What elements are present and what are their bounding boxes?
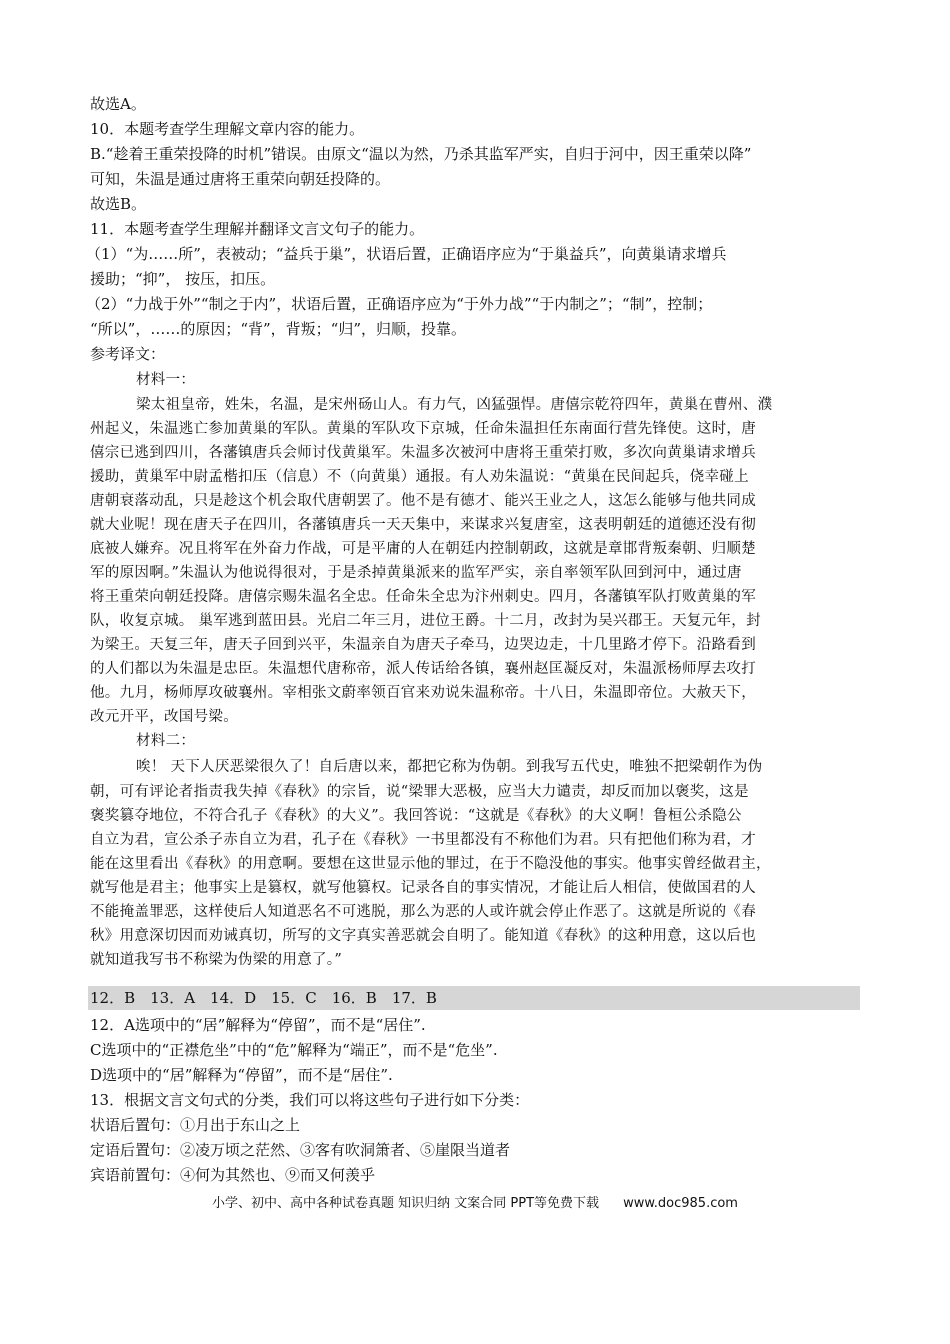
translation-line: 援助，黄巢军中尉孟楷扣压（信息）不（向黄巢）通报。有人劝朱温说：“黄巢在民间起兵，侥幸碰上: [90, 469, 749, 485]
translation-line: 自立为君，宣公杀子赤自立为君，孔子在《春秋》一书里都没有不称他们为君。只有把他们称为君，才: [90, 832, 756, 848]
text-line: B.“趁着王重荣投降的时机”错误。由原文“温以为然，乃杀其监军严实，自归于河中，因王重荣以降”: [90, 145, 752, 163]
text-line: 12．A选项中的“居”解释为“停留”，而不是“居住”.: [90, 1016, 426, 1034]
translation-line: 州起义，朱温逃亡参加黄巢的军队。黄巢的军队攻下京城，任命朱温担任东南面行营先锋使。这时，唐: [90, 421, 756, 437]
text-line: 参考译文：: [90, 345, 166, 363]
text-line: （2）“力战于外”“制之于内”，状语后置，正确语序应为“于外力战”“于内制之”；“制”，控制；: [86, 295, 713, 313]
translation-line: 军的原因啊。”朱温认为他说得很对，于是杀掉黄巢派来的监军严实，亲自率领军队回到河中，通过唐: [90, 565, 742, 581]
translation-line: 就写他是君主；他事实上是篡权，就写他篡权。记录各自的事实情况，才能让后人相信，使做国君的人: [90, 880, 756, 896]
text-line: 故选B。: [90, 195, 147, 213]
translation-line: 为梁王。天复三年，唐天子回到兴平，朱温亲自为唐天子牵马，边哭边走，十几里路才停下。沿路看到: [90, 637, 756, 653]
text-line: 状语后置句：①月出于东山之上: [90, 1116, 301, 1134]
text-line: 宾语前置句：④何为其然也、⑨而又何羡乎: [90, 1166, 376, 1184]
text-line: 11．本题考查学生理解并翻译文言文句子的能力。: [90, 220, 425, 238]
text-line: 援助；“抑”， 按压，扣压。: [90, 270, 276, 288]
section-label: 材料二：: [136, 733, 196, 749]
text-line: D选项中的“居”解释为“停留”，而不是“居住”.: [90, 1066, 393, 1084]
translation-line: 他。九月，杨师厚攻破襄州。宰相张文蔚率领百官来劝说朱温称帝。十八日，朱温即帝位。大赦天下，: [90, 685, 756, 701]
translation-line: 朝，可有评论者指责我失掉《春秋》的宗旨，说“梁罪大恶极，应当大力谴责，却反而加以褒奖，这是: [90, 784, 749, 800]
translation-line: 队，收复京城。 巢军逃到蓝田县。光启二年三月，进位王爵。十二月，改封为吴兴郡王。天复元年，封: [90, 613, 761, 629]
text-line: 故选A。: [90, 95, 146, 113]
translation-line: 唐朝衰落动乱，只是趁这个机会取代唐朝罢了。他不是有德才、能兴王业之人，这怎么能够与他共同成: [90, 493, 756, 509]
translation-line: 底被人嫌弃。况且将军在外奋力作战，可是平庸的人在朝廷内控制朝政，这就是章邯背叛秦朝、归顺楚: [90, 541, 756, 557]
translation-line: 能在这里看出《春秋》的用意啊。要想在这世显示他的罪过，在于不隐没他的事实。他事实曾经做君主，: [90, 856, 771, 872]
translation-line: 的人们都以为朱温是忠臣。朱温想代唐称帝，派人传话给各镇，襄州赵匡凝反对，朱温派杨师厚去攻打: [90, 661, 756, 677]
text-line: 13．根据文言文句式的分类，我们可以将这些句子进行如下分类：: [90, 1091, 530, 1109]
translation-line: 不能掩盖罪恶，这样使后人知道恶名不可逃脱，那么为恶的人或许就会停止作恶了。这就是所说的《春: [90, 904, 756, 920]
footer-link[interactable]: www.doc985.com: [623, 1196, 738, 1211]
answer-key: 12．B 13．A 14．D 15．C 16．B 17．B: [90, 989, 437, 1007]
translation-line: 就知道我写书不称梁为伪梁的用意了。”: [90, 952, 343, 968]
footer: [0, 1192, 950, 1211]
translation-line: 褒奖篡夺地位，不符合孔子《春秋》的大义”。我回答说：“这就是《春秋》的大义啊！鲁桓公杀隐公: [90, 808, 742, 824]
text-line: “所以”，……的原因；“背”，背叛；“归”，归顺，投靠。: [90, 320, 467, 338]
translation-line: 将王重荣向朝廷投降。唐僖宗赐朱温名全忠。任命朱全忠为汴州刺史。四月，各藩镇军队打败黄巢的军: [90, 589, 756, 605]
text-line: （1）“为……所”，表被动；“益兵于巢”，状语后置，正确语序应为“于巢益兵”，向黄巢请求增兵: [86, 245, 727, 263]
translation-line: 就大业呢！现在唐天子在四川，各藩镇唐兵一天天集中，来谋求兴复唐室，这表明朝廷的道德还没有彻: [90, 517, 756, 533]
text-line: 可知，朱温是通过唐将王重荣向朝廷投降的。: [90, 170, 391, 188]
translation-line: 梁太祖皇帝，姓朱，名温，是宋州砀山人。有力气，凶猛强悍。唐僖宗乾符四年，黄巢在曹州、濮: [136, 397, 773, 413]
translation-line: 改元开平，改国号梁。: [90, 709, 238, 725]
footer-text: 小学、初中、高中各种试卷真题 知识归纳 文案合同 PPT等免费下载: [212, 1196, 600, 1211]
translation-line: 僖宗已逃到四川，各藩镇唐兵会师讨伐黄巢军。朱温多次被河中唐将王重荣打败，多次向黄巢请求增兵: [90, 445, 756, 461]
translation-line: 秋》用意深切因而劝诫真切，所写的文字真实善恶就会自明了。能知道《春秋》的这种用意，这以后也: [90, 928, 756, 944]
text-line: 10．本题考查学生理解文章内容的能力。: [90, 120, 365, 138]
text-line: C选项中的“正襟危坐”中的“危”解释为“端正”，而不是“危坐”.: [90, 1041, 498, 1059]
text-line: 定语后置句：②凌万顷之茫然、③客有吹洞箫者、⑤崖限当道者: [90, 1141, 511, 1159]
section-label: 材料一：: [136, 372, 196, 388]
translation-line: 唉！ 天下人厌恶梁很久了！自后唐以来，都把它称为伪朝。到我写五代史，唯独不把梁朝作为伪: [136, 759, 763, 775]
